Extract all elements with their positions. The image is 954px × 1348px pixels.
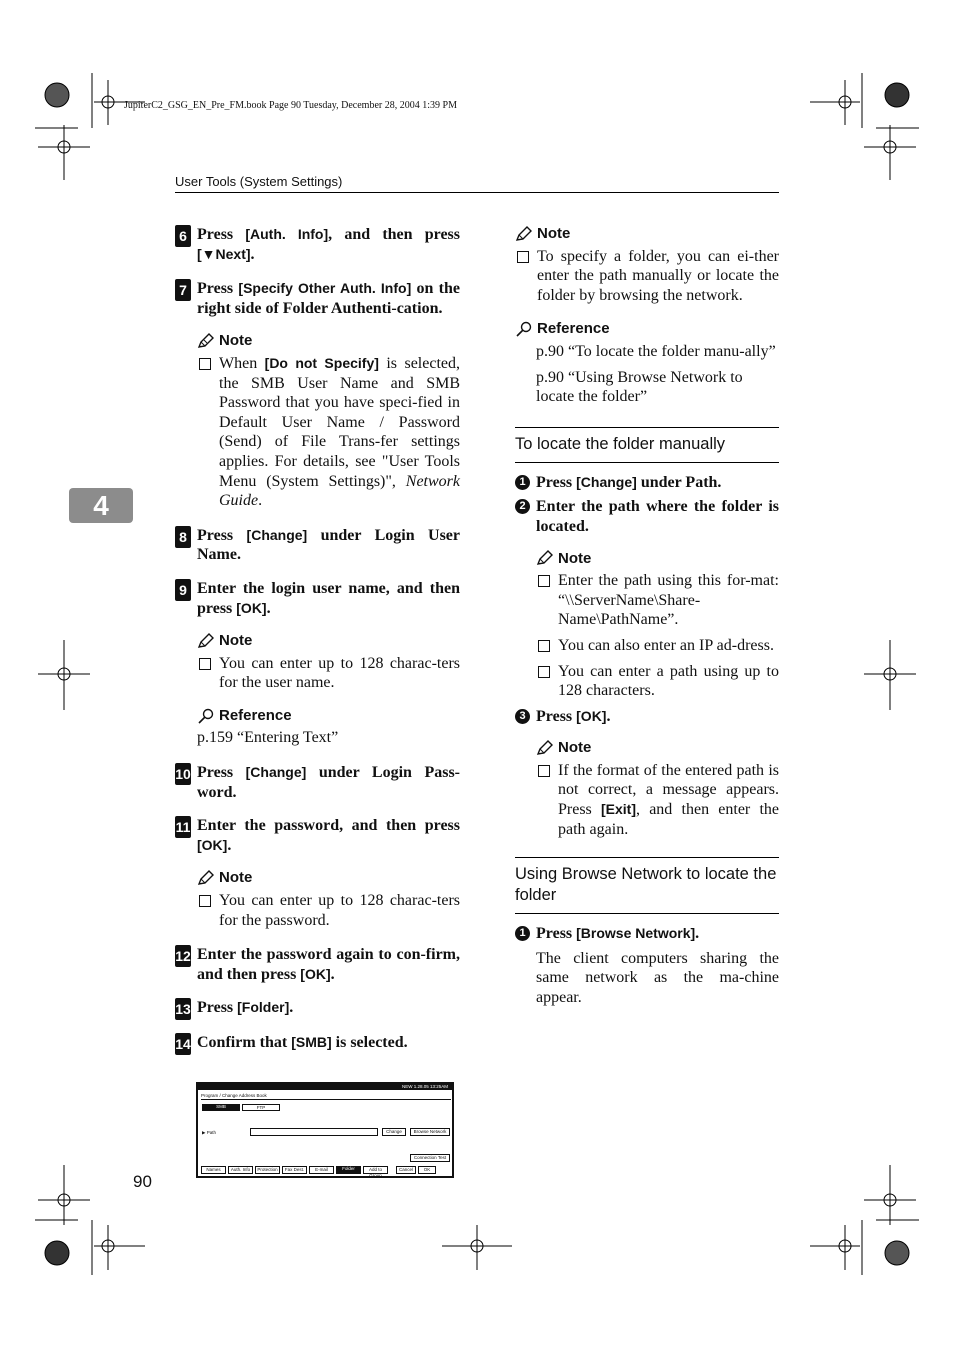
key-change: [Change] <box>245 764 307 781</box>
key-smb: [SMB] <box>291 1034 332 1050</box>
step-text: Enter the path where the folder is located. <box>536 498 779 535</box>
substep-2 <box>515 497 779 536</box>
note-label: Note <box>537 225 571 242</box>
magnifier-icon <box>515 321 533 337</box>
header-rule <box>175 192 779 193</box>
step-text: Press <box>197 764 246 782</box>
step-11 <box>175 816 460 855</box>
note-text: Enter the path using this for-mat: “\\ServerName\Share-Name\PathName”. <box>558 572 779 629</box>
step-text: . <box>695 925 700 943</box>
step-text: Press <box>197 999 238 1017</box>
note-block <box>536 738 779 839</box>
step-text: Confirm that <box>197 1034 292 1051</box>
substep-number: 3 <box>515 709 530 724</box>
step-text: . <box>266 599 271 617</box>
step-text: on the right side of Folder Authenti-cation. <box>197 280 460 317</box>
note-item <box>536 761 779 839</box>
step-text: , and then press <box>328 226 460 243</box>
note-heading <box>197 631 460 651</box>
checkbox-bullet-icon <box>517 251 529 263</box>
left-column <box>175 221 460 1053</box>
key-ok: [OK] <box>197 836 228 853</box>
key-exit: [Exit] <box>601 801 636 818</box>
step-9 <box>175 579 460 618</box>
pencil-icon <box>197 633 215 649</box>
note-item <box>536 662 779 701</box>
control-panel-screenshot <box>196 1082 454 1178</box>
guide-title: Network Guide <box>219 472 460 510</box>
note-text: . <box>258 492 263 510</box>
step-10 <box>175 763 460 802</box>
step-text: Press <box>536 707 577 725</box>
note-heading <box>536 549 779 569</box>
step-text: Press <box>197 280 239 298</box>
checkbox-bullet-icon <box>538 765 550 777</box>
screen-tab-protection[interactable]: Protection <box>255 1166 280 1174</box>
section-heading: To locate the folder manually <box>515 434 726 453</box>
screen-tab-smb[interactable]: SMB <box>202 1104 240 1111</box>
step-text: Enter the password, and then press <box>197 817 460 835</box>
step-text: Press <box>197 226 246 243</box>
chapter-tab: 4 <box>69 488 133 523</box>
screen-tab-names[interactable]: Names <box>201 1166 226 1174</box>
step-text: Press <box>197 526 247 544</box>
step-text: under Login User Name. <box>197 526 461 564</box>
note-label: Note <box>558 549 592 567</box>
screen-tab-ftp[interactable]: FTP <box>242 1104 280 1111</box>
step-number: 12 <box>175 945 191 967</box>
step-8 <box>175 526 460 565</box>
page-number: 90 <box>133 1172 152 1191</box>
note-block <box>536 549 779 701</box>
step-text: Press <box>536 473 577 491</box>
step-12 <box>175 945 460 984</box>
reference-label: Reference <box>219 706 292 724</box>
note-heading <box>197 868 460 888</box>
key-browse-network: [Browse Network] <box>576 925 696 942</box>
step-text: . <box>606 707 611 725</box>
screen-tab-folder[interactable]: Folder <box>336 1166 361 1174</box>
screen-status-bar: NEW 1.28.05 13:25AM <box>198 1084 452 1090</box>
checkbox-bullet-icon <box>538 575 550 587</box>
note-text: You can enter up to 128 charac-ters for the user name. <box>219 654 460 692</box>
book-info: JupiterC2_GSG_EN_Pre_FM.book Page 90 Tuesday, December 28, 2004 1:39 PM <box>124 100 457 111</box>
note-text: You can enter a path using up to 128 characters. <box>558 662 779 700</box>
checkbox-bullet-icon <box>199 358 211 370</box>
note-item <box>536 636 779 656</box>
key-change: [Change] <box>246 526 308 543</box>
note-block <box>197 631 460 748</box>
reference-link-1[interactable]: p.90 “To locate the folder manu-ally” <box>536 342 776 360</box>
note-text: When <box>219 354 265 372</box>
note-label: Note <box>219 332 253 350</box>
step-14 <box>175 1033 460 1053</box>
magnifier-icon <box>197 708 215 724</box>
key-auth-info: [Auth. Info] <box>245 226 329 242</box>
right-column <box>515 224 779 1008</box>
note-item <box>197 891 460 930</box>
step-text: . <box>289 999 294 1017</box>
section-heading: Using Browse Network to locate the folder <box>515 865 777 905</box>
screen-title: Program / Change Address Book <box>201 1093 267 1098</box>
note-item <box>197 354 460 511</box>
note-text: is selected, the SMB User Name and SMB Password that you have speci-fied in Default User Name / Password (Send) of File Trans-fer settings applies. For details, see "User Tools Menu (System Settings)", <box>219 354 460 490</box>
key-change: [Change] <box>576 473 637 490</box>
step-text: Enter the password again to con-firm, and then press <box>197 946 460 983</box>
screen-path-label: ▶ Path <box>202 1130 216 1135</box>
screen-connection-test-button[interactable]: Connection Test <box>410 1154 450 1162</box>
step-number: 14 <box>175 1033 191 1055</box>
checkbox-bullet-icon <box>538 640 550 652</box>
reference-link-2[interactable]: p.90 “Using Browse Network to locate the folder” <box>536 368 743 406</box>
screen-bottom-tabs <box>201 1166 436 1178</box>
step-number: 9 <box>175 579 191 601</box>
reference-heading <box>515 319 779 339</box>
screen-cancel-button[interactable]: Cancel <box>396 1166 416 1174</box>
step-text: . <box>227 836 232 854</box>
reference-label: Reference <box>537 320 610 338</box>
key-ok: [OK] <box>300 965 331 982</box>
key-specify-other: [Specify Other Auth. Info] <box>238 280 412 297</box>
screen-tab-fax-dest[interactable]: Fax Dest. <box>282 1166 307 1174</box>
step-text: Press <box>536 925 577 943</box>
substep-3 <box>515 707 779 727</box>
screen-change-button[interactable]: Change <box>382 1128 406 1136</box>
note-block <box>197 868 460 930</box>
step-text: under Login Pass-word. <box>197 764 460 801</box>
pencil-icon <box>536 740 554 756</box>
note-block <box>197 331 460 510</box>
key-next: [▼Next] <box>197 245 251 262</box>
screen-ok-button[interactable]: OK <box>418 1166 436 1174</box>
note-label: Note <box>219 869 253 887</box>
note-text: You can enter up to 128 charac-ters for the password. <box>219 892 460 929</box>
screen-rule <box>201 1099 451 1100</box>
screen-tab-email[interactable]: E-mail <box>309 1166 334 1174</box>
note-heading <box>536 738 779 758</box>
substep-number: 2 <box>515 499 530 514</box>
note-heading <box>515 224 779 244</box>
note-text: If the format of the entered path is not correct, a message appears. Press <box>558 761 779 819</box>
key-folder: [Folder] <box>237 999 290 1016</box>
note-text: You can also enter an IP ad-dress. <box>558 636 774 654</box>
substep-1 <box>515 473 779 493</box>
substep-browse-1 <box>515 924 779 944</box>
key-ok: [OK] <box>236 599 267 616</box>
step-number: 11 <box>175 816 191 838</box>
screen-tab-auth-info[interactable]: Auth. Info <box>228 1166 253 1174</box>
step-text: . <box>330 965 335 983</box>
step-number: 10 <box>175 763 191 785</box>
pencil-icon <box>515 226 533 242</box>
step-number: 8 <box>175 526 191 548</box>
step-13 <box>175 998 460 1018</box>
checkbox-bullet-icon <box>199 895 211 907</box>
section-rule <box>515 913 779 914</box>
substep-number: 1 <box>515 475 530 490</box>
pencil-icon <box>536 550 554 566</box>
section-rule <box>515 462 779 463</box>
substep-number: 1 <box>515 926 530 941</box>
pencil-icon <box>197 870 215 886</box>
step-description: The client computers sharing the same network as the ma-chine appear. <box>536 949 779 1007</box>
step-text: . <box>250 245 255 263</box>
section-rule <box>515 427 779 428</box>
checkbox-bullet-icon <box>538 666 550 678</box>
key-ok: [OK] <box>576 707 607 724</box>
running-head: User Tools (System Settings) <box>175 174 343 189</box>
step-text: is selected. <box>331 1034 408 1051</box>
step-number: 13 <box>175 998 191 1020</box>
reference-heading <box>197 706 460 726</box>
note-text: To specify a folder, you can ei-ther enter the path manually or locate the folder by browsing the network. <box>537 247 779 304</box>
step-6 <box>175 225 460 264</box>
note-item <box>515 247 779 306</box>
note-heading <box>197 331 460 351</box>
note-item <box>536 571 779 630</box>
reference-text: p.159 “Entering Text” <box>197 729 339 747</box>
note-label: Note <box>219 632 253 650</box>
pencil-icon <box>197 333 215 349</box>
screen-path-input[interactable] <box>250 1128 378 1136</box>
step-text: Enter the login user name, and then press <box>197 579 460 617</box>
step-number: 7 <box>175 279 191 301</box>
key-do-not-specify: [Do not Specify] <box>264 354 379 371</box>
note-label: Note <box>558 739 592 757</box>
note-item <box>197 654 460 693</box>
note-text: , and then enter the path again. <box>558 801 780 838</box>
step-7 <box>175 279 460 318</box>
step-text: under Path. <box>636 473 722 491</box>
step-number: 6 <box>175 225 191 247</box>
checkbox-bullet-icon <box>199 658 211 670</box>
screen-tab-add-to-group[interactable]: Add to Group <box>363 1166 388 1174</box>
section-rule <box>515 857 779 858</box>
screen-browse-network-button[interactable]: Browse Network <box>410 1128 450 1136</box>
